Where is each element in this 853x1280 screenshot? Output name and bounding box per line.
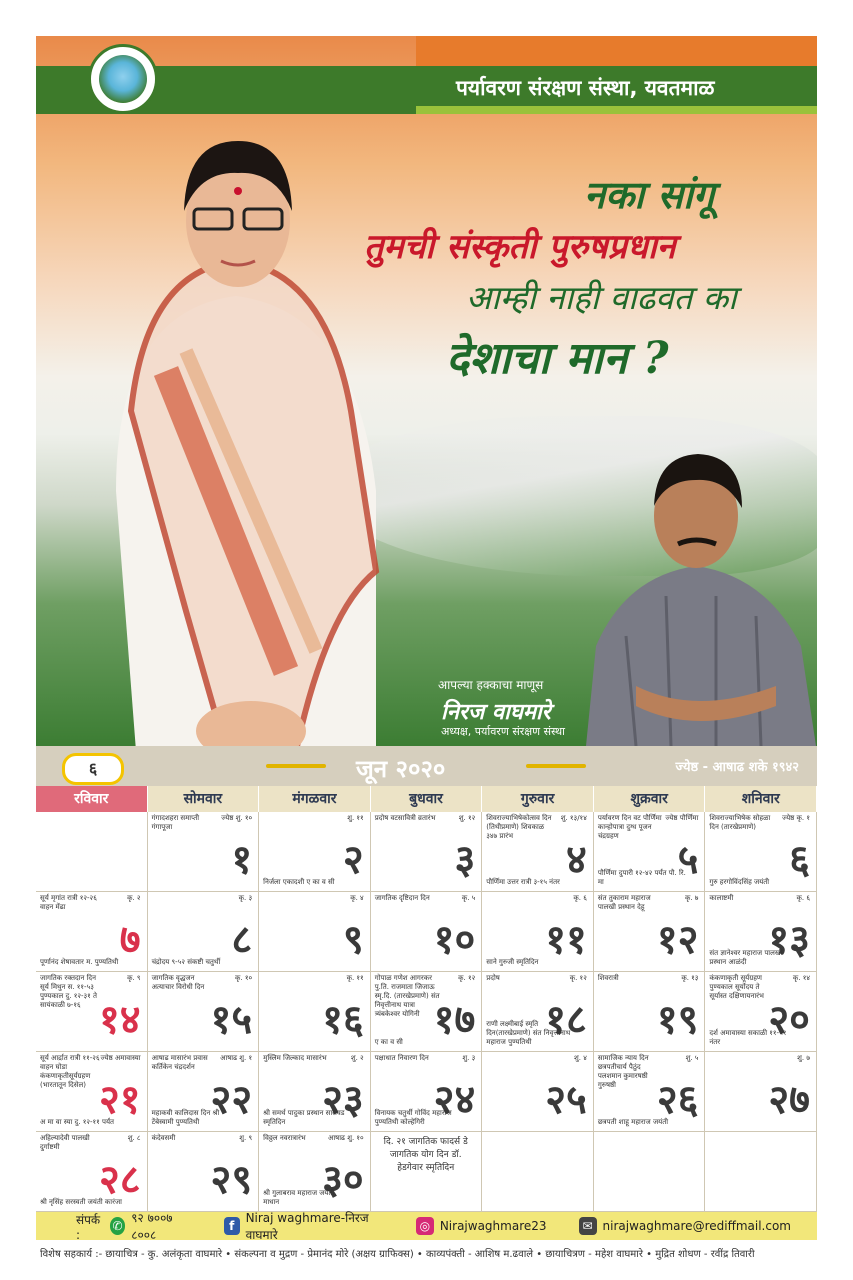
- day-tithi: शु. २: [350, 1054, 364, 1062]
- day-number: ११: [545, 917, 587, 963]
- day-note-top: प्रदोष: [486, 974, 500, 982]
- organization-logo: [88, 44, 158, 114]
- day-note-bottom: पौर्णिमा दुपारी १२-४२ पर्यंत पौ. रि. मा: [597, 869, 686, 886]
- email-icon: ✉: [579, 1217, 597, 1235]
- day-number: ३०: [322, 1157, 364, 1203]
- credits-line: विशेष सहकार्य :- छायाचित्र - कु. अलंकृता वाघमारे • संकल्पना व मुद्रण - प्रेमानंद मोरे (अक्षय ग्राफिक्स) • काव्यपंक्ती - आशिष म.ढवाले • छायाचित्रण - महेश वाघमारे • मुद्रित शोधण - रवींद्र तिवारी: [40, 1249, 755, 1260]
- day-note-top: जागतिक वृद्धजन अत्याचार विरोधी दिन: [151, 974, 205, 991]
- day-note-bottom: ए का व सी: [374, 1038, 403, 1046]
- calendar-day-cell: [371, 972, 483, 1052]
- calendar-day-cell: [594, 1132, 706, 1212]
- calendar-day-cell: [371, 1132, 483, 1212]
- day-note-bottom: छत्रपती शाहू महाराज जयंती: [597, 1118, 669, 1126]
- day-number: १३: [768, 917, 810, 963]
- day-number: १८: [545, 997, 587, 1043]
- day-tithi: कृ. १०: [235, 974, 253, 982]
- man-portrait: [566, 436, 817, 746]
- day-tithi: ज्येष्ठ शु. १०: [221, 814, 253, 822]
- calendar-day-cell: [482, 1052, 594, 1132]
- day-note-top: शिवरात्री: [597, 974, 619, 982]
- day-tithi: ज्येष्ठ कृ. १: [782, 814, 810, 822]
- day-number: १६: [322, 997, 364, 1043]
- phone-number: ९२ ७००७ ८००८: [131, 1211, 173, 1242]
- day-note-bottom: राणी लक्ष्मीबाई स्मृति दिन(तारखेप्रमाणे) संत निवृत्तीनाथ महाराज पुण्यतिथी: [486, 1020, 571, 1046]
- top-lime-stripe: [416, 106, 817, 114]
- girl-portrait: [76, 111, 406, 746]
- signature-name: निरज वाघमारे: [441, 699, 551, 725]
- calendar-day-cell: [148, 892, 260, 972]
- day-tithi: कृ. २: [127, 894, 141, 902]
- day-note-top: संत तुकाराम महाराज पालखी प्रस्थान देहू: [597, 894, 651, 911]
- day-number: २: [342, 837, 364, 883]
- day-tithi: आषाढ शु. १०: [328, 1134, 364, 1142]
- calendar-day-cell: [482, 892, 594, 972]
- day-note-bottom: निर्जला एकादशी ए का व सी: [263, 878, 335, 886]
- calendar-day-cell: [371, 892, 483, 972]
- calendar-day-cell: [36, 892, 148, 972]
- day-number: २१: [98, 1077, 141, 1123]
- contact-phone: [76, 1209, 192, 1243]
- day-tithi: ज्येष्ठ पौर्णिमा: [665, 814, 699, 822]
- calendar-grid: [36, 812, 817, 1212]
- day-note-bottom: चंद्रोदय ९-५२ संकष्टी चतुर्थी: [151, 958, 221, 966]
- day-tithi: कृ. ६: [796, 894, 810, 902]
- day-note-top: विठ्ठल नवरात्रारंभ: [263, 1134, 306, 1142]
- calendar-day-cell: [36, 812, 148, 892]
- calendar-day-cell: [259, 1052, 371, 1132]
- day-note-top: गंगादशहरा समाप्ती गंगापूजा: [151, 814, 200, 831]
- day-tithi: कृ. १३: [681, 974, 699, 982]
- day-number: २०: [768, 997, 810, 1043]
- day-number: ९: [342, 917, 364, 963]
- weekday-saturday: शनिवार: [705, 786, 817, 812]
- day-tithi: शु. ५: [685, 1054, 699, 1062]
- calendar-day-cell: [259, 892, 371, 972]
- weekday-sunday: रविवार: [36, 786, 148, 812]
- month-title: जून २०२०: [356, 755, 446, 783]
- day-number: १५: [210, 997, 253, 1043]
- day-tithi: शु. १२: [458, 814, 476, 822]
- day-tithi: कृ. ७: [684, 894, 699, 902]
- day-tithi: कृ. ५: [461, 894, 476, 902]
- calendar-day-cell: [148, 812, 260, 892]
- day-note-top: कालाष्टमी: [709, 894, 734, 902]
- day-note-top: शिवराज्याभिषेकोत्सव दिन (तिथीप्रमाणे) शिवकाळ ३४७ प्रारंभ: [486, 814, 552, 840]
- contact-bar: [36, 1212, 817, 1240]
- day-note-top: कंकणाकृती सूर्यग्रहण पुण्यकाल सूर्योदय ते सूर्यास्त दक्षिणायनारंभ: [709, 974, 764, 1000]
- day-number: ५: [677, 837, 699, 883]
- calendar-day-cell: [705, 1132, 817, 1212]
- day-number: २९: [210, 1157, 253, 1203]
- signature-tagline: आपल्या हक्काचा माणूस: [438, 678, 544, 692]
- day-number: ४: [566, 837, 587, 883]
- day-note-top: आषाढ मासारंभ प्रवास कर्तिकेन चंद्रदर्शन: [151, 1054, 208, 1071]
- day-note-bottom: पूर्णानंद शेषावतार म. पुण्यतिथी: [40, 958, 119, 966]
- day-tithi: कृ. ३: [238, 894, 253, 902]
- month-number-badge: ६: [62, 753, 124, 785]
- day-number: २४: [433, 1077, 476, 1123]
- calendar-day-cell: [482, 972, 594, 1052]
- day-number: २५: [545, 1077, 587, 1123]
- day-note-top: पक्षाधात निवारण दिन: [374, 1054, 429, 1062]
- day-tithi: कृ. ४: [350, 894, 364, 902]
- weekday-friday: शुक्रवार: [594, 786, 706, 812]
- slogan-line-1: नका सांगू: [584, 172, 715, 217]
- day-tithi: कृ. ९: [127, 974, 141, 982]
- day-number: १४: [98, 997, 141, 1043]
- day-number: ६: [789, 837, 810, 883]
- calendar-day-cell: [371, 812, 483, 892]
- day-note-top: सूर्य मृगांत रात्री १२-२६ वाहन मेंढा: [40, 894, 97, 911]
- contact-facebook: [218, 1209, 384, 1243]
- day-tithi: शु. ९: [239, 1134, 253, 1142]
- slogan-line-3: आम्ही नाही वाढवत का: [466, 278, 737, 317]
- slogan-line-4: देशाचा मान ?: [446, 333, 669, 384]
- shake-year: ज्येष्ठ - आषाढ शके १९४२: [675, 760, 799, 775]
- day-note-top: गोपाळ गणेश आगरकर पु.ति. राजमाता जिजाऊ स्मृ.दि. (तारखेप्रमाणे) संत निवृत्तीनाथ यात्रा त्र्यंबकेश्वर योगिनी: [374, 974, 440, 1018]
- day-note-bottom: श्री समर्थ पादुका प्रस्थान सासवड स्मृतिदिन: [263, 1109, 345, 1126]
- calendar-day-cell: [148, 972, 260, 1052]
- day-note-bottom: दर्श अमावास्या सकाळी ११-५१ नंतर: [709, 1029, 787, 1046]
- whatsapp-icon: ✆: [110, 1217, 126, 1235]
- day-note-top: अहिल्यादेवी पालखी दुर्गाष्टमी: [40, 1134, 90, 1151]
- day-number: १७: [433, 997, 476, 1043]
- day-note-top: कंदेवसमी: [151, 1134, 176, 1142]
- day-tithi: कृ. ११: [346, 974, 364, 982]
- day-note-bottom: गुरु हरगोविंदसिंह जयंती: [709, 878, 770, 886]
- day-tithi: कृ. १२: [569, 974, 587, 982]
- day-note-top: शिवराज्याभिषेक सोहळा दिन (तारखेप्रमाणे): [709, 814, 771, 831]
- ornament-left: [266, 764, 326, 768]
- slogan-line-2: तुमची संस्कृती पुरुषप्रधान: [364, 227, 676, 267]
- calendar-day-cell: [705, 1052, 817, 1132]
- calendar-day-cell: [148, 1052, 260, 1132]
- day-note-top: सामाजिक न्याय दिन छत्रपतीचार्य पैठुंद पलशमान कुमारषष्ठी गुरुषष्ठी: [597, 1054, 649, 1089]
- calendar-day-cell: [594, 892, 706, 972]
- day-tithi: शु. ८: [127, 1134, 141, 1142]
- calendar-day-cell: [594, 812, 706, 892]
- day-number: ३: [454, 837, 476, 883]
- instagram-handle: Nirajwaghmare23: [439, 1219, 547, 1233]
- calendar-day-cell: [259, 972, 371, 1052]
- day-note-bottom: विनायक चतुर्थी गोविंद महाराज पुण्यतिथी कोल्हेगिरी: [374, 1109, 452, 1126]
- weekday-tuesday: मंगळवार: [259, 786, 371, 812]
- day-note-top: प्रदोष वटसावित्री व्रतारंभ: [374, 814, 436, 822]
- email-address: nirajwaghmare@rediffmail.com: [602, 1219, 791, 1233]
- day-number: २३: [322, 1077, 364, 1123]
- weekday-row: [36, 786, 817, 812]
- weekday-thursday: गुरुवार: [482, 786, 594, 812]
- ornament-right: [526, 764, 586, 768]
- poster-banner: [36, 36, 817, 746]
- calendar-header: [36, 746, 817, 786]
- day-note-bottom: अ मा वा स्या दु. १२-११ पर्यंत: [40, 1118, 115, 1126]
- top-orange-band: [416, 36, 817, 66]
- day-number: ७: [119, 917, 141, 963]
- day-tithi: कृ. १२: [458, 974, 476, 982]
- day-tithi: शु. ४: [573, 1054, 587, 1062]
- day-number: १२: [656, 917, 699, 963]
- day-tithi: शु. ७: [797, 1054, 810, 1062]
- contact-label: संपर्क :: [76, 1212, 101, 1242]
- earth-icon: [99, 55, 147, 103]
- calendar-day-cell: [705, 812, 817, 892]
- calendar: [36, 746, 817, 1212]
- day-number: १०: [433, 917, 476, 963]
- day-note-bottom: संत ज्ञानेश्वर महाराज पालखी प्रस्थान आळंदी: [709, 949, 783, 966]
- calendar-day-cell: [482, 812, 594, 892]
- calendar-day-cell: [371, 1052, 483, 1132]
- day-note-top: पर्यावरण दिन वट पौर्णिमा कान्होपात्रा दुग्ध पूजन चंद्रग्रहण: [597, 814, 662, 840]
- signature-subtitle: अध्यक्ष, पर्यावरण संरक्षण संस्था: [441, 725, 565, 738]
- organization-name: पर्यावरण संरक्षण संस्था, यवतमाळ: [456, 76, 715, 100]
- day-number: २२: [210, 1077, 253, 1123]
- calendar-day-cell: [482, 1132, 594, 1212]
- special-days-note: दि. २१ जागतिक फादर्स डे जागतिक योग दिन डॉ. हेडगेवार स्मृतिदिन: [383, 1137, 468, 1173]
- calendar-day-cell: [594, 972, 706, 1052]
- day-tithi: शु. ११: [347, 814, 364, 822]
- contact-email: [573, 1217, 791, 1235]
- calendar-day-cell: [36, 1052, 148, 1132]
- day-number: १९: [656, 997, 699, 1043]
- day-number: २७: [768, 1077, 810, 1123]
- contact-instagram: [410, 1217, 547, 1235]
- calendar-day-cell: [148, 1132, 260, 1212]
- day-tithi: शु. ३: [462, 1054, 476, 1062]
- facebook-handle: Niraj waghmare-निरज वाघमारे: [245, 1211, 369, 1242]
- day-number: २८: [98, 1157, 141, 1203]
- calendar-day-cell: [259, 1132, 371, 1212]
- instagram-icon: ◎: [416, 1217, 434, 1235]
- calendar-day-cell: [594, 1052, 706, 1132]
- calendar-day-cell: [36, 1132, 148, 1212]
- day-tithi: कृ. ६: [573, 894, 587, 902]
- day-note-bottom: श्री नृसिंह सरस्वती जयंती कारंजा: [40, 1198, 122, 1206]
- day-note-top: मुस्लिम जिल्काद मासारंभ: [263, 1054, 327, 1062]
- calendar-day-cell: [36, 972, 148, 1052]
- facebook-icon: f: [224, 1217, 240, 1235]
- day-tithi: शु. १३/१४: [560, 814, 587, 822]
- day-tithi: कृ. १४: [792, 974, 810, 982]
- day-number: ८: [231, 917, 253, 963]
- day-note-bottom: महाकवी कालिदास दिन श्री टेंबेस्वामी पुण्यतिथी: [151, 1109, 220, 1126]
- day-note-top: जागतिक दृष्टिदान दिन: [374, 894, 430, 902]
- day-note-bottom: साने गुरुजी स्मृतिदिन: [486, 958, 539, 966]
- calendar-day-cell: [705, 972, 817, 1052]
- weekday-monday: सोमवार: [148, 786, 260, 812]
- day-tithi: आषाढ शु. १: [220, 1054, 253, 1062]
- calendar-day-cell: [259, 812, 371, 892]
- day-note-bottom: श्री गुलाबराव महाराज जयंती, माधान: [263, 1189, 337, 1206]
- day-tithi: ज्येष्ठ अमावास्या: [100, 1054, 141, 1062]
- day-note-top: सूर्य आर्द्रात रात्री ११-२६ वाहन घोडा कंकणाकृतीसूर्यग्रहण (भारतातून दिसेल): [40, 1054, 100, 1089]
- day-number: २६: [656, 1077, 699, 1123]
- calendar-day-cell: [705, 892, 817, 972]
- day-note-bottom: पौर्णिमा उत्तर रात्री ३-१५ नंतर: [486, 878, 560, 886]
- day-number: १: [231, 837, 253, 883]
- day-note-top: जागतिक रक्तदान दिन सूर्य मिथुन स. ११-५३ पुण्यकाल दु. १२-३१ ते सायंकाळी ७-१६: [40, 974, 97, 1009]
- weekday-wednesday: बुधवार: [371, 786, 483, 812]
